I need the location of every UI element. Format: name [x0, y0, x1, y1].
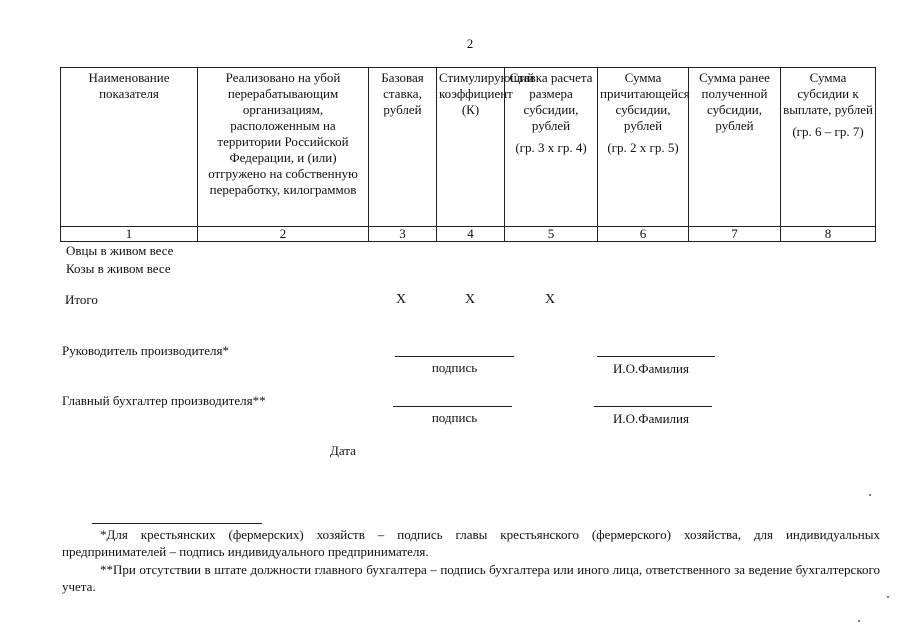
head-signature-label: Руководитель производителя*	[62, 343, 229, 358]
header-subsidy-to-pay	[781, 68, 876, 227]
header-sold-kg: Реализовано на убой перерабатывающим организациям, расположенным на территории Российской Федерации, и (или) отгружено на собственную переработку, килограммов	[198, 68, 369, 227]
header-subsidy-to-pay-text: Сумма субсидии к выплате, рублей	[783, 70, 873, 117]
header-due-subsidy-text: Сумма причитающейся субсидии, рублей	[600, 70, 690, 133]
header-due-subsidy	[598, 68, 689, 227]
header-calculation-rate	[505, 68, 598, 227]
page-number: 2	[466, 36, 474, 51]
footnote-2: **При отсутствии в штате должности главного бухгалтера – подпись бухгалтера или иного лица, ответственного за ведение бухгалтерского учета.	[62, 562, 880, 594]
row-sheep: Овцы в живом весе	[66, 243, 174, 258]
column-number: 3	[369, 227, 437, 242]
header-base-rate: Базовая ставка, рублей	[369, 68, 437, 227]
head-name-line	[597, 356, 715, 357]
header-calculation-rate-formula: (гр. 3 х гр. 4)	[515, 140, 587, 155]
chief-accountant-name-caption: И.О.Фамилия	[613, 411, 689, 426]
total-mark-calculation-rate: X	[545, 292, 556, 307]
header-due-subsidy-formula: (гр. 2 х гр. 5)	[607, 140, 679, 155]
header-previously-received: Сумма ранее полученной субсидии, рублей	[689, 68, 781, 227]
head-name-caption: И.О.Фамилия	[613, 361, 689, 376]
header-subsidy-to-pay-formula: (гр. 6 – гр. 7)	[792, 124, 864, 139]
column-number: 6	[598, 227, 689, 242]
row-goats: Козы в живом весе	[66, 261, 171, 276]
column-number-row	[61, 227, 876, 242]
table-header-row	[61, 68, 876, 227]
column-number: 1	[61, 227, 198, 242]
scan-speck	[858, 620, 860, 622]
footnote-separator	[92, 523, 262, 524]
total-mark-coefficient: X	[465, 292, 476, 307]
date-label: Дата	[330, 443, 356, 458]
total-mark-base-rate: X	[396, 292, 407, 307]
subsidy-calculation-table	[60, 67, 876, 242]
chief-accountant-signature-line	[393, 406, 512, 407]
column-number: 5	[505, 227, 598, 242]
chief-accountant-name-line	[594, 406, 712, 407]
column-number: 8	[781, 227, 876, 242]
scan-speck	[869, 494, 871, 496]
head-signature-caption: подпись	[431, 360, 478, 375]
chief-accountant-signature-label: Главный бухгалтер производителя**	[62, 393, 266, 408]
row-total: Итого	[65, 292, 98, 307]
footnote-1: *Для крестьянских (фермерских) хозяйств – подпись главы крестьянского (фермерского) хозяйства, для индивидуальных предпринимателей – подпись индивидуального предпринимателя.	[62, 527, 880, 559]
scan-speck	[887, 596, 889, 598]
header-calculation-rate-text: Ставка расчета размера субсидии, рублей	[509, 70, 593, 133]
column-number: 7	[689, 227, 781, 242]
head-signature-line	[395, 356, 514, 357]
column-number: 4	[437, 227, 505, 242]
column-number: 2	[198, 227, 369, 242]
header-stimulating-coefficient: Стимулирующий коэффициент (К)	[437, 68, 505, 227]
header-indicator-name: Наименование показателя	[61, 68, 198, 227]
chief-accountant-signature-caption: подпись	[431, 410, 478, 425]
